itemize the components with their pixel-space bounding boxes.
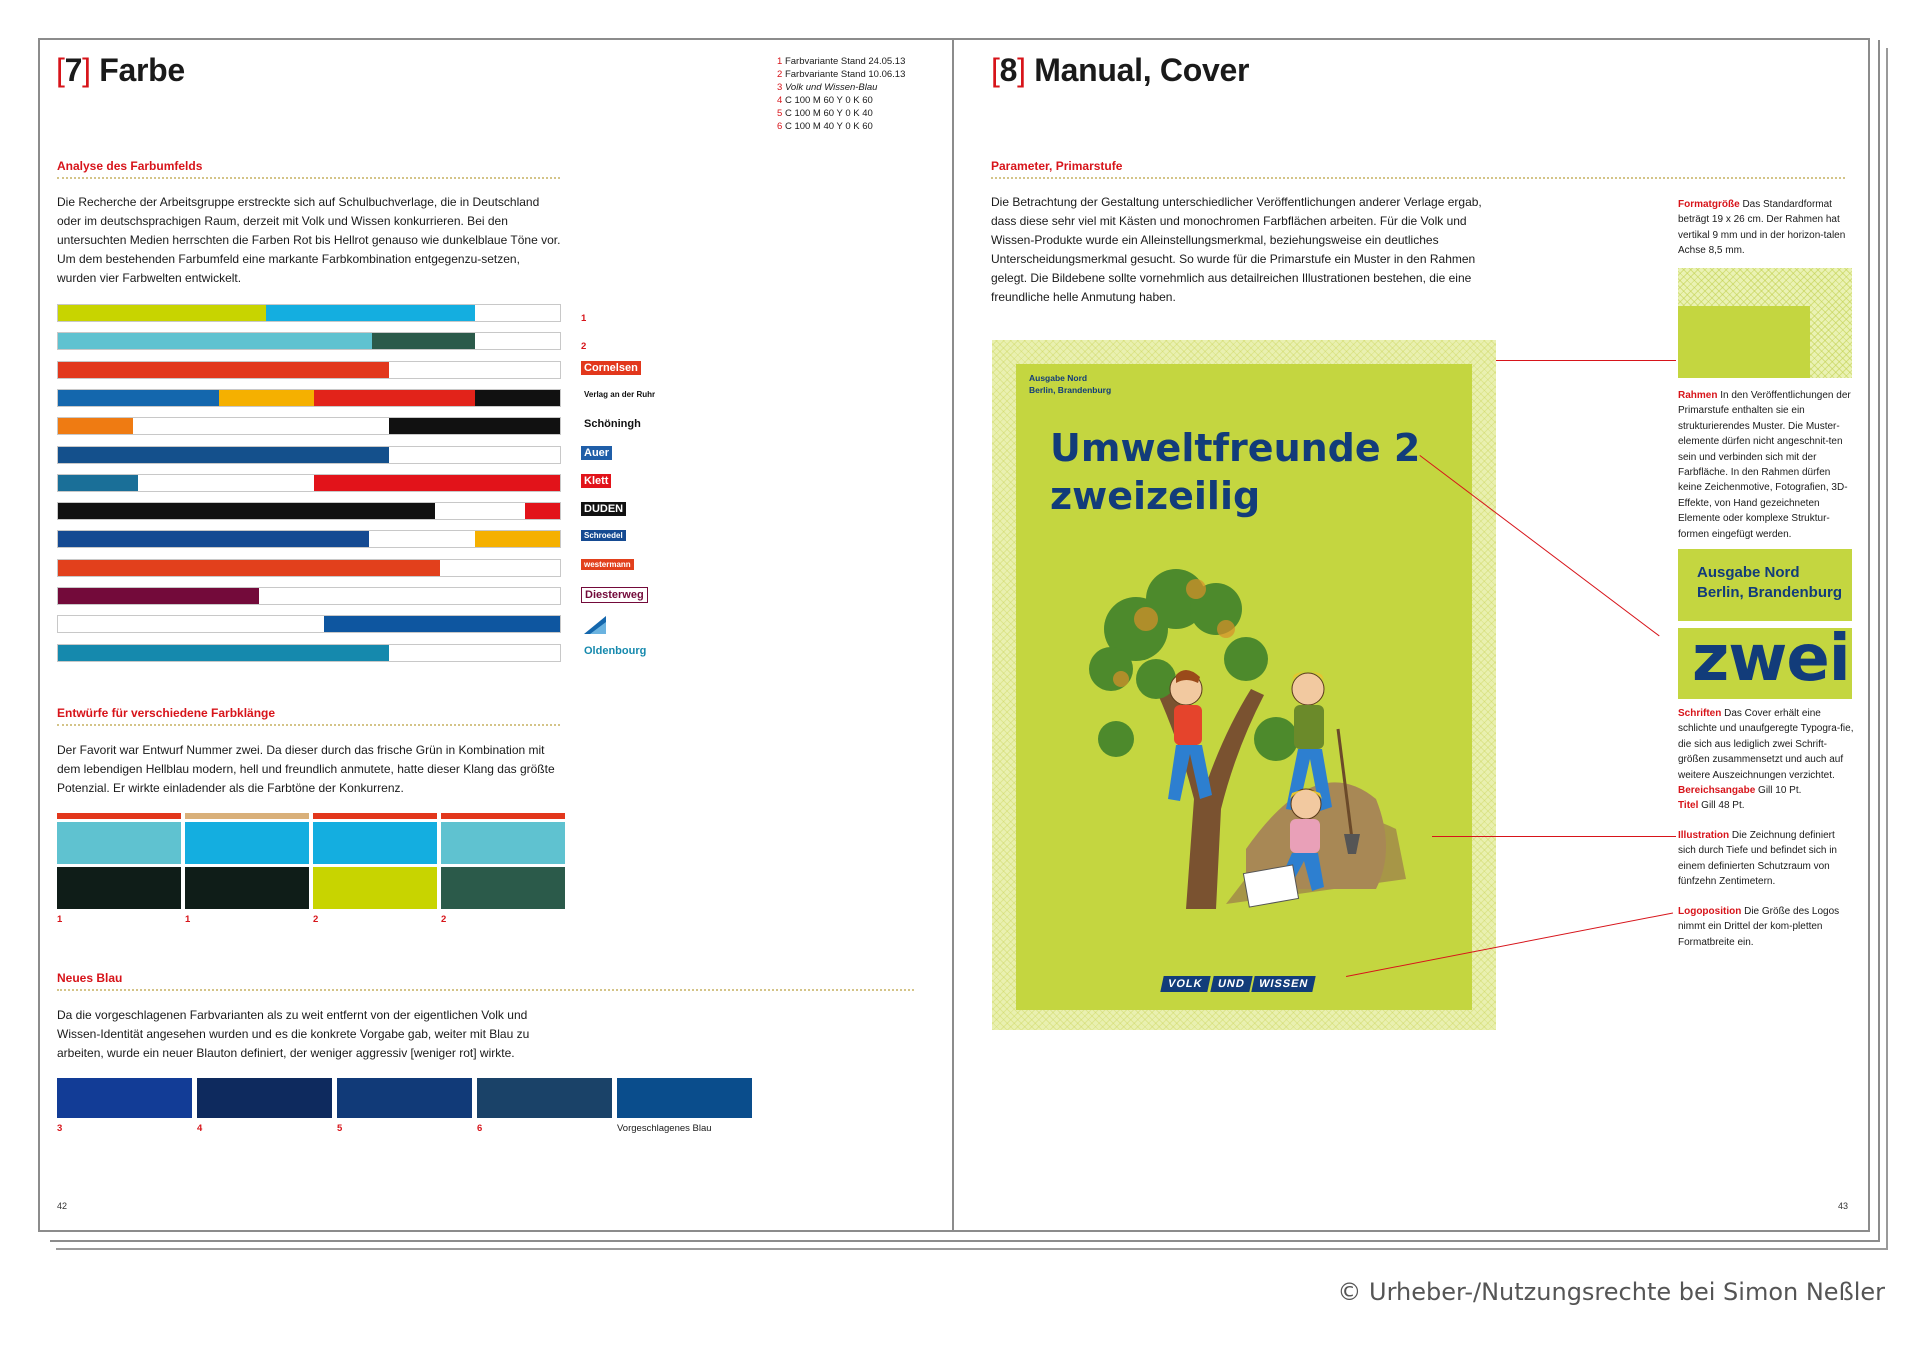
blue-swatch-label: 3: [57, 1123, 63, 1134]
legend-item: 4 C 100 M 60 Y 0 K 60: [777, 95, 873, 106]
color-bar: [57, 502, 561, 520]
chapter-title: Farbe: [99, 52, 185, 88]
chapter-number: 7: [64, 52, 83, 88]
publisher-logo: Auer: [581, 446, 612, 460]
chord-label: 1: [57, 914, 63, 925]
spine-fold: [952, 38, 954, 1232]
book-cover: [992, 340, 1496, 1030]
frame-pattern-sample: [1678, 268, 1852, 378]
publisher-logo-word: UND: [1210, 976, 1252, 992]
publisher-logo: Cornelsen: [581, 361, 641, 375]
color-segment: [58, 305, 266, 321]
section-heading: Entwürfe für verschiedene Farbklänge: [57, 706, 276, 720]
blue-swatch: [57, 1078, 192, 1118]
edition-sample-text: Ausgabe Nord Berlin, Brandenburg: [1697, 564, 1843, 601]
page-title-right: [991, 52, 1249, 89]
page-number: 43: [1838, 1201, 1849, 1211]
color-segment: [475, 531, 560, 547]
blue-swatch-label: 5: [337, 1123, 343, 1134]
variant-label: 2: [581, 341, 587, 353]
chord-dark-swatch: [441, 867, 565, 909]
blue-swatch: [197, 1078, 332, 1118]
color-segment: [58, 560, 440, 576]
cover-color-field: [1016, 364, 1472, 1010]
cover-illustration: [1076, 549, 1416, 909]
publisher-logo: DUDEN: [581, 502, 626, 516]
blue-swatch: [617, 1078, 752, 1118]
blue-swatch-label: 6: [477, 1123, 483, 1134]
paragraph: Die Betrachtung der Gestaltung unterschiedlicher Veröffentlichungen anderer Verlage ergab, dass diese sehr viel mit Kästen und monochromen Farbflächen arbeiten. Für die Volk und Wissen-Produkte wurde ein Alleinstellungsmerkmal, beziehungsweise ein deutliches Unterscheidungsmerkmal gesucht. So wurde für die Primarstufe ein Muster in den Rahmen gelegt. Die Bildebene sollte vornehmlich aus detailreichen Illustrationen bestehen, die eine freundliche helle Anmutung haben.: [991, 195, 1482, 304]
color-segment: [58, 503, 435, 519]
color-segment: [314, 475, 560, 491]
chapter-number: 8: [999, 52, 1018, 88]
color-segment: [58, 531, 369, 547]
dotted-rule: [57, 989, 914, 991]
dotted-rule: [57, 724, 560, 726]
chord-label: 1: [185, 914, 191, 925]
frame-color-field: [1678, 306, 1810, 378]
chord-top-stripe: [185, 813, 309, 819]
color-segment: [58, 333, 372, 349]
note-logo-position: Logoposition Die Größe des Logos nimmt ein Drittel der kom-pletten Formatbreite ein.: [1678, 906, 1840, 948]
color-bar: [57, 304, 561, 322]
page-edge: [1886, 48, 1888, 1250]
color-segment: [475, 390, 560, 406]
color-bar: [57, 389, 561, 407]
chord-dark-swatch: [57, 867, 181, 909]
color-segment: [58, 588, 259, 604]
color-bar: [57, 474, 561, 492]
legend-item: 6 C 100 M 40 Y 0 K 60: [777, 121, 873, 132]
paragraph: Da die vorgeschlagenen Farbvarianten als zu weit entfernt von der eigentlichen Volk und Wissen-Identität angesehen wurden und es die konkrete Vorgabe gab, weiter mit Blau zu arbeiten, wurde ein neuer Blauton definiert, der weniger aggressiv [weniger rot] wirkte.: [57, 1008, 530, 1060]
chapter-title: Manual, Cover: [1034, 52, 1250, 88]
chord-label: 2: [313, 914, 319, 925]
title-sample-text: zwei: [1692, 628, 1850, 696]
color-bar: [57, 587, 561, 605]
color-bar: [57, 615, 561, 633]
dotted-rule: [57, 177, 560, 179]
page-edge: [1878, 40, 1880, 1242]
color-segment: [266, 305, 474, 321]
color-segment: [219, 390, 314, 406]
note-typography: Schriften Das Cover erhält eine schlichte und unaufgeregte Typogra-fie, die sich aus lediglich zwei Schrift-größen zusammensetzt und auch auf weitere Auszeichnungen verzichtet. Bereichsangabe Gill 10 Pt. Titel Gill 48 Pt.: [1678, 708, 1854, 812]
color-bar: [57, 644, 561, 662]
publisher-logo: westermann: [581, 559, 634, 570]
chord-dark-swatch: [185, 867, 309, 909]
note-format: Formatgröße Das Standardformat beträgt 19 x 26 cm. Der Rahmen hat vertikal 9 mm und in der horizon-talen Achse 8,5 mm.: [1678, 199, 1846, 257]
bracket: [: [56, 52, 65, 88]
color-bar: [57, 559, 561, 577]
bracket: ]: [82, 52, 91, 88]
bracket: ]: [1017, 52, 1026, 88]
color-segment: [314, 390, 475, 406]
publisher-logo-word: WISSEN: [1252, 976, 1317, 992]
color-segment: [58, 645, 389, 661]
annotation-line: [1496, 360, 1676, 361]
color-segment: [389, 418, 560, 434]
color-bar: [57, 417, 561, 435]
page-edge: [56, 1248, 1886, 1250]
legend-item: 2 Farbvariante Stand 10.06.13: [777, 69, 906, 80]
title-type-sample: [1678, 628, 1852, 699]
color-segment: [58, 475, 138, 491]
chord-top-stripe: [57, 813, 181, 819]
color-segment: [58, 418, 133, 434]
cover-title: Umweltfreunde 2 zweizeilig: [1050, 426, 1421, 518]
edition-type-sample: [1678, 549, 1852, 621]
chord-main-swatch: [185, 822, 309, 864]
section-heading: Parameter, Primarstufe: [991, 159, 1123, 173]
paragraph: Die Recherche der Arbeitsgruppe erstreckte sich auf Schulbuchverlage, die in Deutschland oder im deutschsprachigen Raum, derzeit mit Volk und Wissen konkurrieren. Bei den untersuchten Medien herrschten die Farben Rot bis Hellrot genauso wie dunkelblaue Töne vor. Um dem bestehenden Farbumfeld eine markante Farbkombination entgegenzu-setzen, wurden vier Farbwelten entwickelt.: [57, 195, 561, 285]
color-segment: [58, 362, 389, 378]
cover-edition: Ausgabe Nord Berlin, Brandenburg: [1029, 373, 1112, 395]
page-number: 42: [57, 1201, 68, 1211]
legend-item: 1 Farbvariante Stand 24.05.13: [777, 56, 906, 67]
legend-item: 3 Volk und Wissen-Blau: [777, 82, 878, 93]
blue-swatch: [477, 1078, 612, 1118]
triangle-logo-icon: [584, 616, 606, 634]
publisher-logo: Oldenbourg: [584, 644, 647, 657]
chord-top-stripe: [441, 813, 565, 819]
publisher-logo: [581, 615, 609, 638]
color-segment: [58, 390, 219, 406]
blue-swatch-label: Vorgeschlagenes Blau: [617, 1123, 712, 1134]
publisher-logo: Schroedel: [581, 530, 626, 541]
publisher-logo: Diesterweg: [581, 587, 648, 603]
page-edge: [50, 1240, 1878, 1242]
color-bar: [57, 332, 561, 350]
dotted-rule: [991, 177, 1845, 179]
publisher-logo: Klett: [581, 474, 611, 488]
paragraph: Der Favorit war Entwurf Nummer zwei. Da dieser durch das frische Grün in Kombination mit dem lebendigen Hellblau modern, hell und freundlich anmutete, hatte dieser Klang das größte Potenzial. Er wirkte einladender als die Farbtöne der Konkurrenz.: [57, 743, 555, 795]
chord-label: 2: [441, 914, 447, 925]
note-frame: Rahmen In den Veröffentlichungen der Primarstufe enthalten sie ein strukturierendes Muster. Die Muster-elemente dürfen nicht angeschnit-ten sein und verbinden sich mit der Farbfläche. In den Rahmen dürfen keine Zeichenmotive, Fotografien, 3D-Effekte, von Hand gezeichneten Elemente oder komplexe Struktur-formen eingefügt werden.: [1678, 390, 1851, 540]
annotation-line: [1432, 836, 1676, 837]
publisher-logo-word: VOLK: [1160, 976, 1210, 992]
color-segment: [324, 616, 560, 632]
color-segment: [525, 503, 560, 519]
publisher-logo: Verlag an der Ruhr: [584, 389, 656, 399]
copyright-notice: © Urheber-/Nutzungsrechte bei Simon Neßler: [1337, 1278, 1885, 1306]
blue-swatch-label: 4: [197, 1123, 203, 1134]
color-bar: [57, 361, 561, 379]
color-bar: [57, 530, 561, 548]
cover-publisher-logo: [1162, 974, 1326, 992]
chord-main-swatch: [57, 822, 181, 864]
color-bar: [57, 446, 561, 464]
section-heading: Analyse des Farbumfelds: [57, 159, 203, 173]
variant-label: 1: [581, 313, 587, 324]
legend-item: 5 C 100 M 60 Y 0 K 40: [777, 108, 873, 119]
color-segment: [372, 333, 475, 349]
section-heading: Neues Blau: [57, 971, 123, 985]
bracket: [: [991, 52, 1000, 88]
page-title-left: [56, 52, 185, 89]
blue-swatch: [337, 1078, 472, 1118]
variant-legend: [777, 55, 927, 133]
publisher-logo: Schöningh: [584, 418, 641, 431]
chord-dark-swatch: [313, 867, 437, 909]
chord-main-swatch: [313, 822, 437, 864]
color-segment: [58, 447, 389, 463]
chord-top-stripe: [313, 813, 437, 819]
chord-main-swatch: [441, 822, 565, 864]
note-illustration: Illustration Die Zeichnung definiert sich durch Tiefe und befindet sich in einem definierten Schutzraum von fünfzehn Zentimetern.: [1678, 830, 1837, 888]
